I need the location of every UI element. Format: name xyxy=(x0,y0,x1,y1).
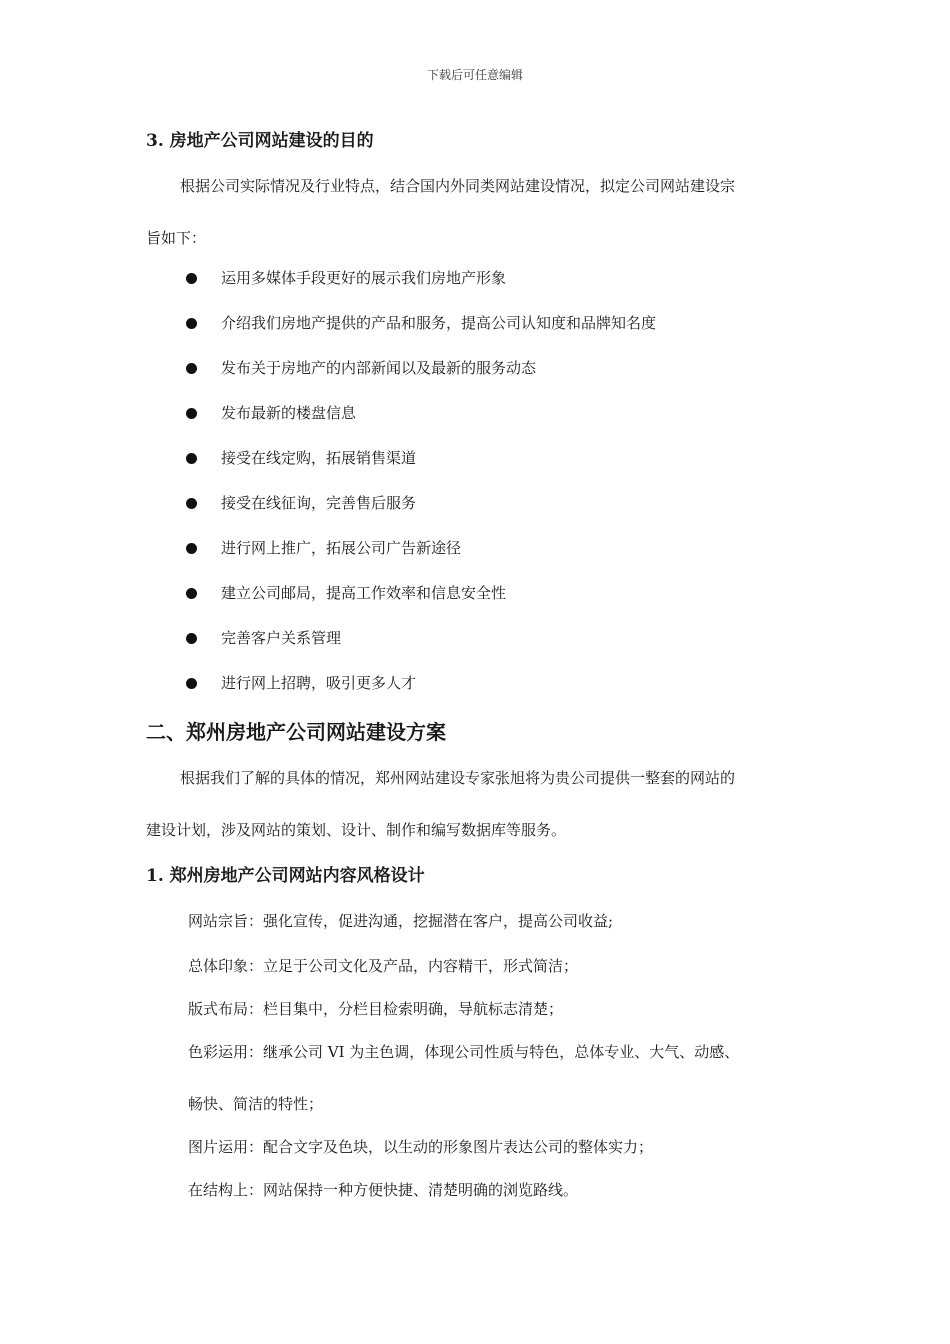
bullet-item xyxy=(186,582,507,604)
bullet-item xyxy=(186,312,657,334)
bullet-text: 进行网上推广，拓展公司广告新途径 xyxy=(221,539,462,557)
page-header: 下载后可任意编辑 xyxy=(426,68,523,82)
bullet-text: 运用多媒体手段更好的展示我们房地产形象 xyxy=(221,269,507,287)
bullet-dot-icon xyxy=(186,453,197,464)
bullet-text: 完善客户关系管理 xyxy=(221,629,342,647)
design-item: 色彩运用：继承公司 VI 为主色调，体现公司性质与特色，总体专业、大气、动感、 xyxy=(188,1043,740,1061)
section-3-intro-line-1: 根据公司实际情况及行业特点，结合国内外同类网站建设情况，拟定公司网站建设宗 xyxy=(180,177,736,195)
bullet-dot-icon xyxy=(186,543,197,554)
section-2-heading: 二、郑州房地产公司网站建设方案 xyxy=(146,720,446,744)
bullet-dot-icon xyxy=(186,408,197,419)
design-item: 总体印象：立足于公司文化及产品，内容精干，形式简洁； xyxy=(188,957,579,975)
design-item: 版式布局：栏目集中，分栏目检索明确，导航标志清楚； xyxy=(188,1000,564,1018)
bullet-dot-icon xyxy=(186,363,197,374)
bullet-item xyxy=(186,357,537,379)
bullet-item xyxy=(186,537,462,559)
bullet-item xyxy=(186,492,417,514)
bullet-text: 建立公司邮局，提高工作效率和信息安全性 xyxy=(221,584,507,602)
bullet-dot-icon xyxy=(186,633,197,644)
bullet-text: 发布关于房地产的内部新闻以及最新的服务动态 xyxy=(221,359,537,377)
bullet-text: 介绍我们房地产提供的产品和服务，提高公司认知度和品牌知名度 xyxy=(221,314,657,332)
bullet-text: 接受在线征询，完善售后服务 xyxy=(221,494,417,512)
bullet-dot-icon xyxy=(186,678,197,689)
design-item: 在结构上：网站保持一种方便快捷、清楚明确的浏览路线。 xyxy=(188,1181,579,1199)
bullet-dot-icon xyxy=(186,318,197,329)
section-3-intro-line-2: 旨如下： xyxy=(146,229,207,247)
bullet-text: 进行网上招聘，吸引更多人才 xyxy=(221,674,417,692)
design-item: 网站宗旨：强化宣传，促进沟通，挖掘潜在客户，提高公司收益; xyxy=(188,912,614,930)
bullet-dot-icon xyxy=(186,588,197,599)
section-2-intro-line-2: 建设计划，涉及网站的策划、设计、制作和编写数据库等服务。 xyxy=(146,821,567,839)
bullet-item xyxy=(186,627,342,649)
bullet-item xyxy=(186,267,507,289)
bullet-dot-icon xyxy=(186,498,197,509)
design-item: 图片运用：配合文字及色块，以生动的形象图片表达公司的整体实力； xyxy=(188,1138,654,1156)
section-3-heading: 3. 房地产公司网站建设的目的 xyxy=(146,131,374,151)
bullet-item xyxy=(186,402,357,424)
section-2-1-heading: 1. 郑州房地产公司网站内容风格设计 xyxy=(146,866,425,886)
section-2-intro-line-1: 根据我们了解的具体的情况，郑州网站建设专家张旭将为贵公司提供一整套的网站的 xyxy=(180,769,736,787)
bullet-text: 发布最新的楼盘信息 xyxy=(221,404,357,422)
bullet-item xyxy=(186,672,417,694)
bullet-text: 接受在线定购，拓展销售渠道 xyxy=(221,449,417,467)
bullet-dot-icon xyxy=(186,273,197,284)
design-item-continuation: 畅快、简洁的特性； xyxy=(188,1095,324,1113)
bullet-item xyxy=(186,447,417,469)
